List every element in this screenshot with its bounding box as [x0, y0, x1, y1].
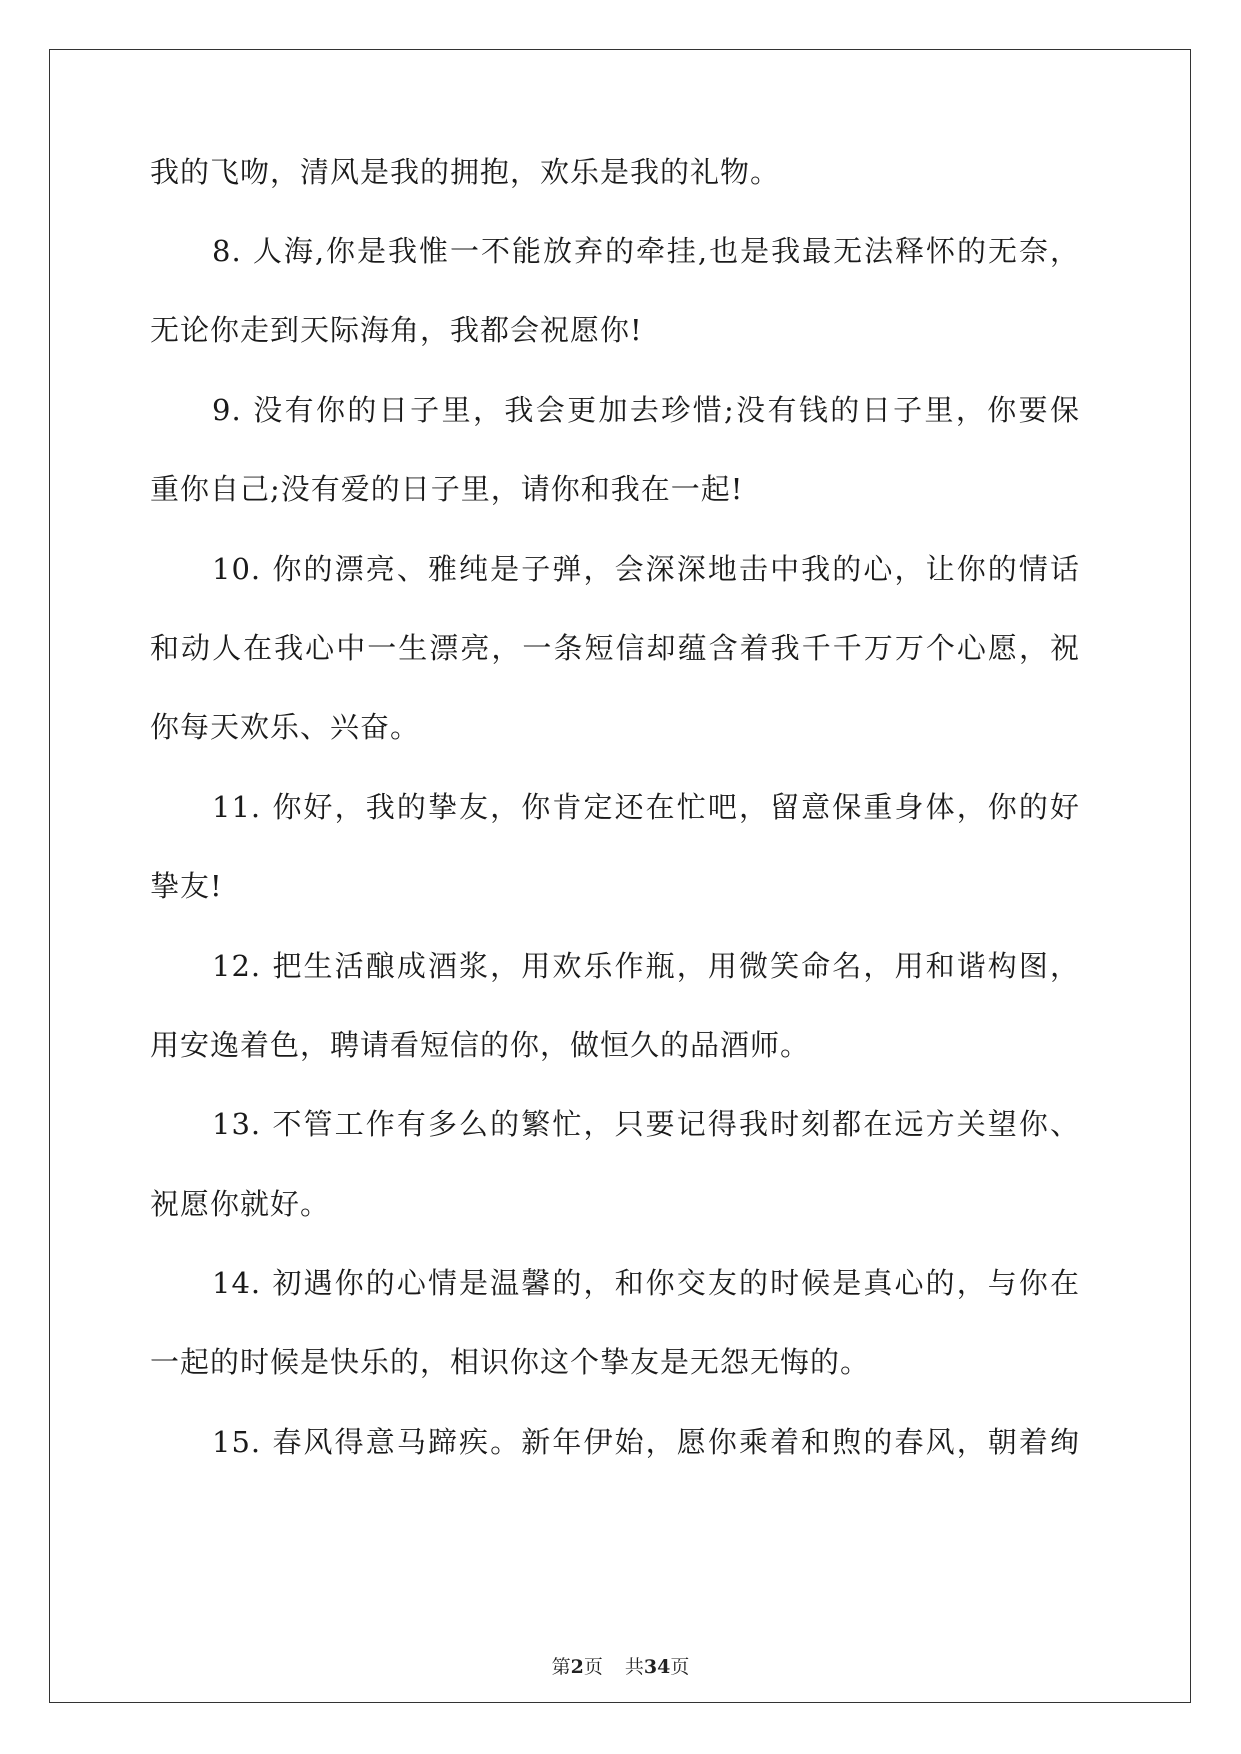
text-line: 祝愿你就好。	[150, 1187, 331, 1221]
text-line: 和动人在我心中一生漂亮，一条短信却蕴含着我千千万万个心愿，祝	[150, 631, 1080, 665]
total-suffix: 页	[670, 1656, 690, 1678]
text-line: 15. 春风得意马蹄疾。新年伊始，愿你乘着和煦的春风，朝着绚	[212, 1425, 1080, 1459]
text-line: 12. 把生活酿成酒浆，用欢乐作瓶，用微笑命名，用和谐构图，	[212, 949, 1080, 983]
text-line: 挚友!	[150, 869, 223, 903]
text-line: 10. 你的漂亮、雅纯是子弹，会深深地击中我的心，让你的情话	[212, 552, 1080, 586]
text-line: 一起的时候是快乐的，相识你这个挚友是无怨无悔的。	[150, 1345, 871, 1379]
total-pages: 34	[643, 1656, 671, 1678]
text-line: 9. 没有你的日子里，我会更加去珍惜;没有钱的日子里，你要保	[212, 393, 1080, 427]
text-line: 8. 人海,你是我惟一不能放弃的牵挂,也是我最无法释怀的无奈，	[212, 234, 1080, 268]
text-line: 我的飞吻，清风是我的拥抱，欢乐是我的礼物。	[150, 155, 781, 189]
text-line: 13. 不管工作有多么的繁忙，只要记得我时刻都在远方关望你、	[212, 1107, 1080, 1141]
page-number: 2	[570, 1656, 584, 1678]
text-line: 用安逸着色，聘请看短信的你，做恒久的品酒师。	[150, 1028, 811, 1062]
text-line: 14. 初遇你的心情是温馨的，和你交友的时候是真心的，与你在	[212, 1266, 1080, 1300]
page-prefix: 第	[551, 1656, 571, 1678]
text-line: 重你自己;没有爱的日子里，请你和我在一起!	[150, 472, 744, 506]
total-prefix: 共	[624, 1656, 644, 1678]
page-footer	[0, 1655, 1241, 1679]
page-suffix: 页	[583, 1656, 603, 1678]
text-line: 11. 你好，我的挚友，你肯定还在忙吧，留意保重身体，你的好	[212, 790, 1080, 824]
text-line: 你每天欢乐、兴奋。	[150, 710, 421, 744]
text-line: 无论你走到天际海角，我都会祝愿你!	[150, 313, 643, 347]
